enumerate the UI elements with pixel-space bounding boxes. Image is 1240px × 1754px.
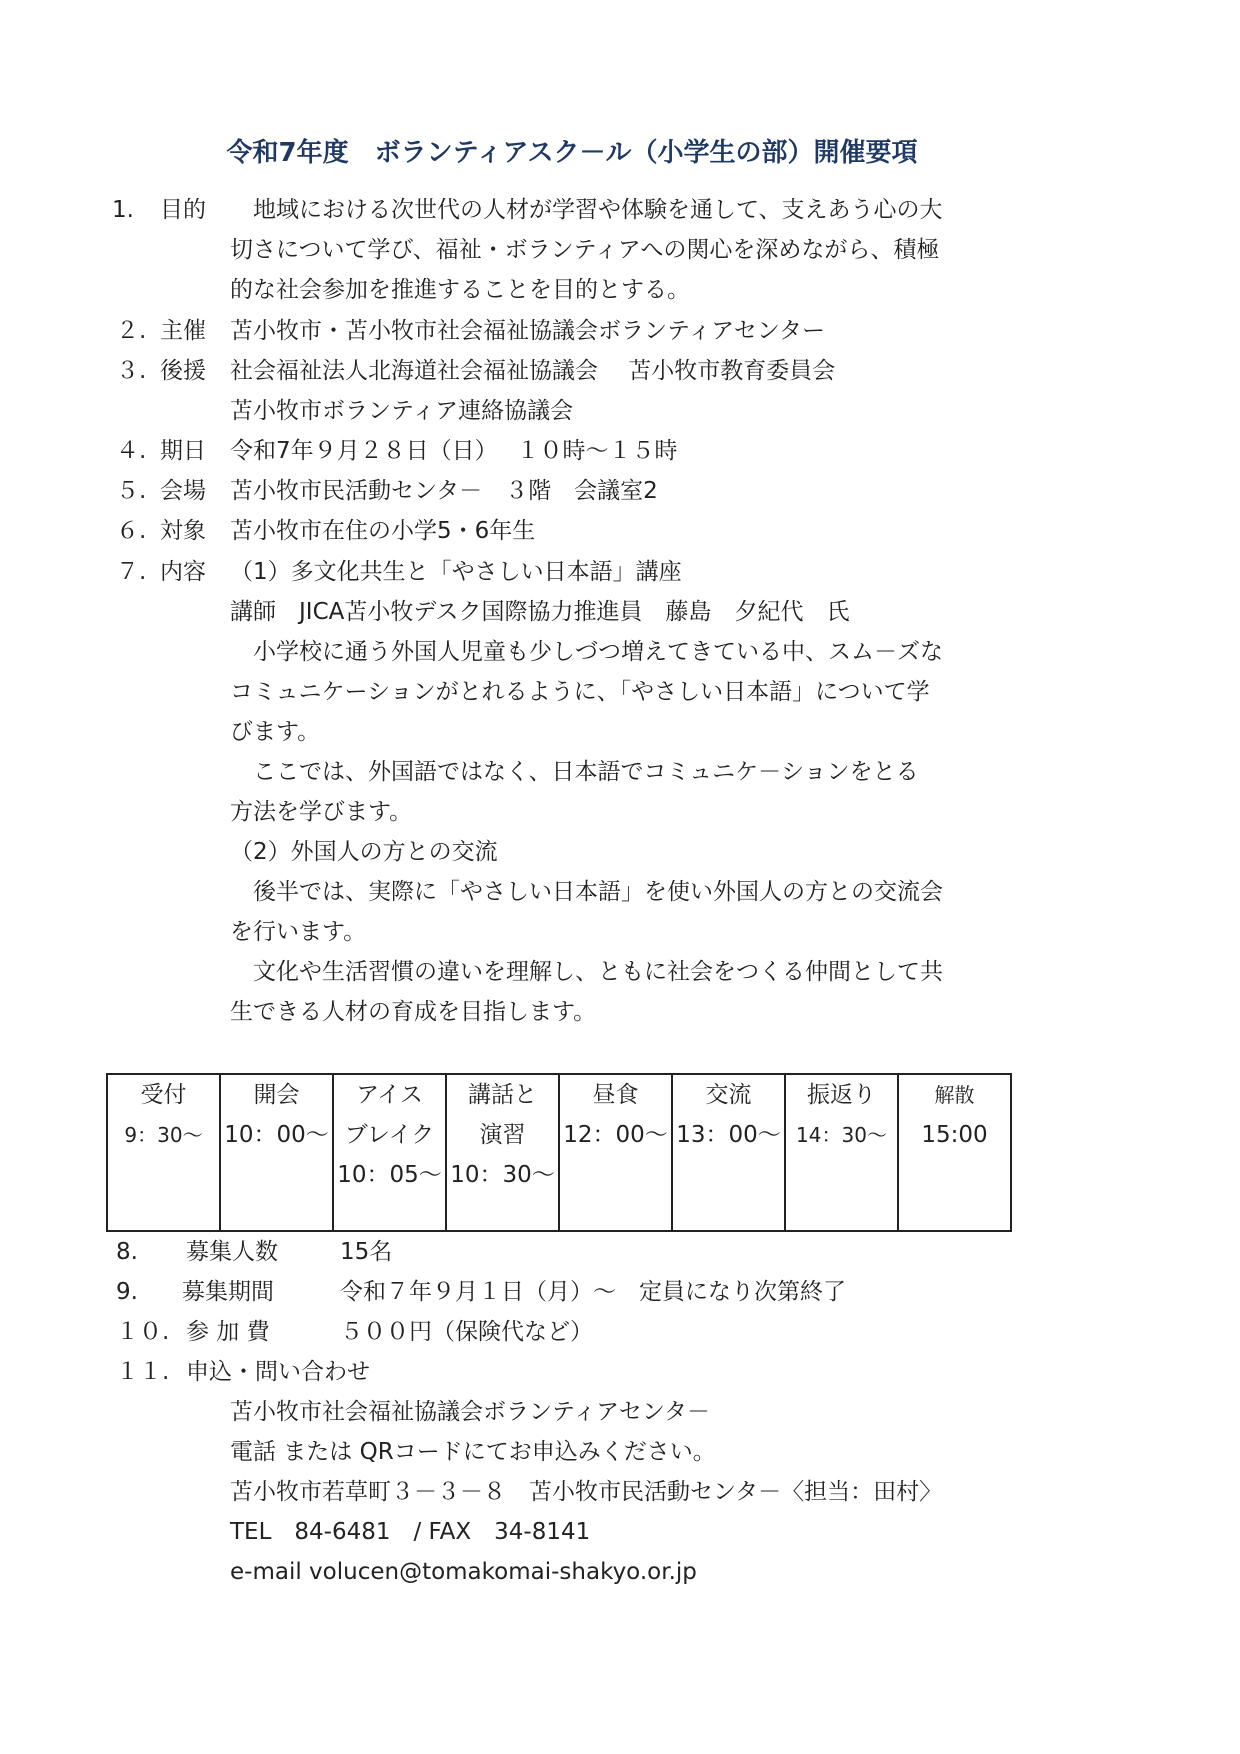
content-line: 後半では、実際に「やさしい日本語」を使い外国人の方との交流会 bbox=[230, 879, 943, 905]
content-line: 文化や生活習慣の違いを理解し、ともに社会をつくる仲間として共 bbox=[230, 959, 943, 985]
schedule-cell-icebreak bbox=[333, 1074, 446, 1231]
date-text: 令和7年９月２８日（日） １０時～１５時 bbox=[230, 438, 678, 464]
item-number-recruit-count: 8. bbox=[116, 1239, 138, 1265]
item-number-target: ６. bbox=[116, 518, 147, 544]
schedule-cell-label: 開会 bbox=[253, 1082, 300, 1108]
content-line: 小学校に通う外国人児童も少しづつ増えてきている中、スム－ズな bbox=[230, 639, 943, 665]
content-line: を行います。 bbox=[230, 919, 367, 945]
item-label-organizer: 主催 bbox=[160, 318, 206, 344]
organizer-text: 苫小牧市・苫小牧市社会福祉協議会ボランティアセンター bbox=[230, 318, 826, 344]
purpose-line: 地域における次世代の人材が学習や体験を通して、支えあう心の大 bbox=[230, 197, 943, 223]
schedule-cell-reception bbox=[107, 1074, 220, 1231]
document-title: 令和7年度 ボランティアスク－ル（小学生の部）開催要項 bbox=[226, 138, 918, 168]
content-line: ここでは、外国語ではなく、日本語でコミュニケ－ションをとる bbox=[230, 759, 919, 785]
recruit-period-value: 令和７年９月１日（月）～ 定員になり次第終了 bbox=[340, 1279, 846, 1305]
schedule-cell-time: 12：00～ bbox=[563, 1122, 668, 1148]
contact-address: 苫小牧市若草町３－３－８ 苫小牧市民活動センタ－〈担当：田村〉 bbox=[230, 1479, 943, 1505]
content-line: 講師 JICA苫小牧デスク国際協力推進員 藤島 夕紀代 氏 bbox=[230, 599, 850, 625]
item-label-date: 期日 bbox=[160, 438, 206, 464]
item-label-recruit-count: 募集人数 bbox=[186, 1239, 278, 1265]
content-line: （2）外国人の方との交流 bbox=[230, 839, 498, 865]
item-label-purpose: 目的 bbox=[160, 197, 206, 223]
item-number-support: ３. bbox=[116, 358, 147, 384]
purpose-line: 切さについて学び、福祉・ボランティアへの関心を深めながら、積極 bbox=[230, 237, 940, 263]
target-text: 苫小牧市在住の小学5・6年生 bbox=[230, 518, 536, 544]
item-label-fee: 参 加 費 bbox=[186, 1319, 270, 1345]
schedule-row bbox=[107, 1074, 1011, 1231]
contact-email: e-mail volucen@tomakomai-shakyo.or.jp bbox=[230, 1559, 697, 1585]
fee-value: ５００円（保険代など） bbox=[340, 1319, 593, 1345]
schedule-cell-time: 9：30～ bbox=[124, 1123, 203, 1147]
item-label-venue: 会場 bbox=[160, 478, 206, 504]
contact-line: 電話 または QRコードにてお申込みください。 bbox=[230, 1439, 716, 1465]
content-line: びます。 bbox=[230, 719, 321, 745]
content-line: 生できる人材の育成を目指します。 bbox=[230, 999, 597, 1025]
item-number-contact: １１. bbox=[116, 1359, 170, 1385]
contact-line: 苫小牧市社会福祉協議会ボランティアセンタ－ bbox=[230, 1399, 711, 1425]
schedule-cell-label: ブレイク bbox=[344, 1122, 435, 1148]
item-number-content: ７. bbox=[116, 559, 147, 585]
schedule-cell-lecture bbox=[446, 1074, 559, 1231]
schedule-cell-dismissal bbox=[898, 1074, 1011, 1231]
schedule-table bbox=[106, 1073, 1012, 1232]
support-line: 社会福祉法人北海道社会福祉協議会 苫小牧市教育委員会 bbox=[230, 358, 836, 384]
item-number-purpose: 1. bbox=[112, 197, 134, 223]
support-line: 苫小牧市ボランティア連絡協議会 bbox=[230, 398, 574, 424]
recruit-count-value: 15名 bbox=[340, 1239, 393, 1265]
venue-text: 苫小牧市民活動センタ－ ３階 会議室2 bbox=[230, 478, 658, 504]
item-number-venue: ５. bbox=[116, 478, 147, 504]
item-label-support: 後援 bbox=[160, 358, 206, 384]
schedule-cell-opening bbox=[220, 1074, 333, 1231]
content-line: コミュニケーションがとれるように、「やさしい日本語」について学 bbox=[230, 679, 930, 705]
schedule-cell-time: 10：05～ bbox=[337, 1162, 442, 1188]
schedule-cell-label: 解散 bbox=[934, 1083, 975, 1107]
schedule-cell-review bbox=[785, 1074, 898, 1231]
schedule-cell-label: 講話と bbox=[468, 1082, 537, 1108]
schedule-cell-time: 10：00～ bbox=[224, 1122, 329, 1148]
schedule-cell-label: アイス bbox=[356, 1082, 423, 1108]
schedule-cell-lunch bbox=[559, 1074, 672, 1231]
item-number-organizer: ２. bbox=[116, 318, 147, 344]
schedule-cell-label: 受付 bbox=[140, 1082, 187, 1108]
contact-phone: TEL 84-6481 / FAX 34-8141 bbox=[230, 1519, 591, 1545]
item-label-target: 対象 bbox=[160, 518, 206, 544]
item-label-content: 内容 bbox=[160, 559, 206, 585]
schedule-cell-label: 振返り bbox=[807, 1082, 876, 1108]
schedule-cell-time: 10：30～ bbox=[450, 1162, 555, 1188]
schedule-cell-time: 13：00～ bbox=[676, 1122, 781, 1148]
schedule-cell-time: 14：30～ bbox=[796, 1123, 887, 1147]
schedule-cell-label: 交流 bbox=[705, 1082, 752, 1108]
item-label-contact: 申込・問い合わせ bbox=[186, 1359, 370, 1385]
item-number-fee: １０. bbox=[116, 1319, 170, 1345]
schedule-cell-label: 演習 bbox=[479, 1122, 526, 1148]
item-label-recruit-period: 募集期間 bbox=[182, 1279, 274, 1305]
schedule-cell-label: 昼食 bbox=[592, 1082, 639, 1108]
schedule-cell-time: 15:00 bbox=[921, 1122, 988, 1148]
content-line: （1）多文化共生と「やさしい日本語」講座 bbox=[230, 559, 682, 585]
item-number-recruit-period: 9. bbox=[116, 1279, 138, 1305]
content-line: 方法を学びます。 bbox=[230, 799, 413, 825]
schedule-cell-exchange bbox=[672, 1074, 785, 1231]
item-number-date: ４. bbox=[116, 438, 147, 464]
purpose-line: 的な社会参加を推進することを目的とする。 bbox=[230, 277, 690, 303]
